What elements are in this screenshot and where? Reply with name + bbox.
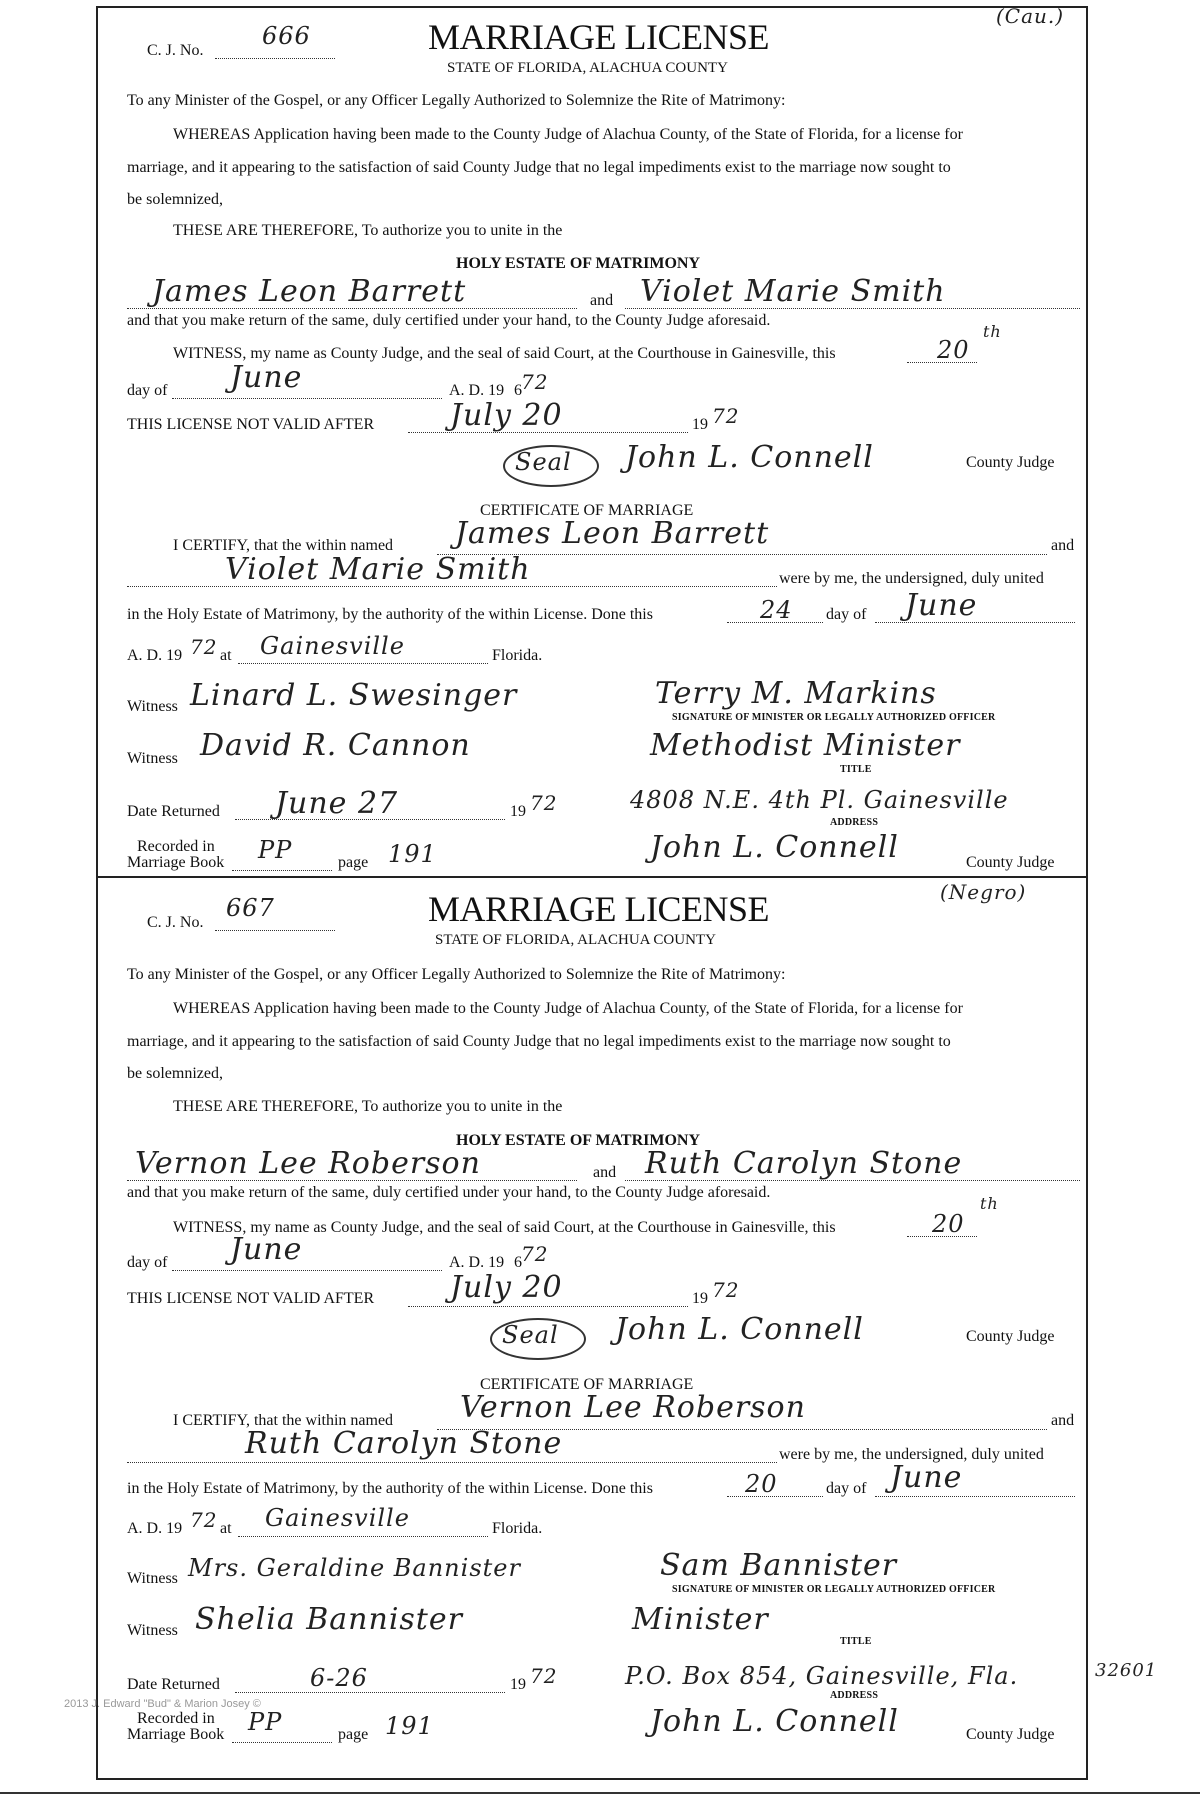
done-month: June [890,1460,963,1495]
page-number: 191 [385,1712,434,1740]
day-of-label: day of [127,382,168,399]
year-printed: 6 [514,1254,522,1271]
marriage-license-2 [0,874,1200,1784]
not-valid-year-label: 19 [692,1290,708,1307]
not-valid-label: THIS LICENSE NOT VALID AFTER [127,1290,375,1307]
return-line: and that you make return of the same, duly certified under your hand, to the County Judge aforesaid. [127,1184,771,1201]
officer-address: 4808 N.E. 4th Pl. Gainesville [630,786,1009,814]
officer-title: Minister [632,1602,769,1637]
whereas-line-2: marriage, and it appearing to the satisfaction of said County Judge that no legal impediments exist to the marriage now sought to [127,159,951,176]
officer-address: P.O. Box 854, Gainesville, Fla. [625,1662,1019,1690]
therefore-line: THESE ARE THEREFORE, To authorize you to unite in the [173,1098,563,1115]
done-day: 24 [760,596,793,624]
title-caption: TITLE [840,1636,872,1647]
whereas-line-3: be solemnized, [127,1065,223,1082]
ad2-year: 72 [190,635,218,659]
not-valid-year-label: 19 [692,416,708,433]
recorded-judge-signature: John L. Connell [650,1704,899,1739]
not-valid-year: 72 [712,404,740,428]
license-title: MARRIAGE LICENSE [428,17,769,57]
date-returned-year: 72 [530,1664,558,1688]
recorded-label-1: Recorded in [137,1710,215,1727]
page-bottom-edge [0,1792,1200,1794]
recorded-label-2: Marriage Book [127,854,225,871]
and-label: and [593,1164,617,1181]
witness2-signature: Shelia Bannister [195,1602,463,1637]
zip-note: 32601 [1095,1660,1158,1681]
address-caption: ADDRESS [830,817,879,828]
license-subtitle: STATE OF FLORIDA, ALACHUA COUNTY [447,60,728,76]
bride-name: Violet Marie Smith [640,274,946,309]
certify-label: I CERTIFY, that the within named [173,537,394,554]
not-valid-date: July 20 [450,398,563,433]
date-returned: June 27 [275,786,399,821]
officer-signature: Terry M. Markins [655,676,937,711]
not-valid-label: THIS LICENSE NOT VALID AFTER [127,416,375,433]
florida-label: Florida. [492,647,543,664]
officer-title: Methodist Minister [650,728,961,763]
done-month: June [905,588,978,623]
page-label: page [338,854,369,871]
date-returned-year: 72 [530,791,558,815]
at-label: at [220,1520,232,1537]
witness2-label: Witness [127,750,178,767]
year-written: 72 [521,370,549,394]
ad-label: A. D. 19 [449,1254,505,1271]
holy-estate-line: in the Holy Estate of Matrimony, by the authority of the within License. Done this [127,606,653,623]
marriage-place: Gainesville [260,632,405,660]
marriage-place: Gainesville [265,1504,410,1532]
witness-line: WITNESS, my name as County Judge, and the seal of said Court, at the Courthouse in Gainesville, this [173,1219,836,1236]
ad-label: A. D. 19 [449,382,505,399]
done-day-of: day of [826,1480,867,1497]
corner-note: (Negro) [940,880,1027,904]
seal-label: Seal [502,1321,559,1349]
page-label: page [338,1726,369,1743]
cert-bride-name: Ruth Carolyn Stone [245,1426,563,1461]
bride-name: Ruth Carolyn Stone [645,1146,963,1181]
florida-label: Florida. [492,1520,543,1537]
seal-label: Seal [515,448,572,476]
license-title: MARRIAGE LICENSE [428,889,769,929]
officer-caption: SIGNATURE OF MINISTER OR LEGALLY AUTHORIZED OFFICER [672,1584,996,1595]
witness-day: 20 [932,1210,965,1238]
county-judge-label: County Judge [966,1328,1055,1345]
groom-name: Vernon Lee Roberson [135,1146,481,1181]
marriage-license-1 [0,0,1200,876]
county-judge-label: County Judge [966,454,1055,471]
day-of-label: day of [127,1254,168,1271]
address-line: To any Minister of the Gospel, or any Officer Legally Authorized to Solemnize the Rite of Matrimony: [127,92,786,109]
not-valid-year: 72 [712,1278,740,1302]
corner-note: (Cau.) [996,4,1065,28]
witness1-signature: Mrs. Geraldine Bannister [188,1554,521,1582]
united-label: were by me, the undersigned, duly united [779,1446,1044,1463]
recorded-judge-signature: John L. Connell [650,830,899,865]
witness-day-suffix: th [980,1194,999,1213]
witness1-label: Witness [127,1570,178,1587]
recorded-label-1: Recorded in [137,838,215,855]
holy-estate-line: in the Holy Estate of Matrimony, by the authority of the within License. Done this [127,1480,653,1497]
year-written: 72 [521,1242,549,1266]
ad2-year: 72 [190,1508,218,1532]
at-label: at [220,647,232,664]
cert-and-label: and [1051,1412,1075,1429]
witness-day: 20 [937,336,970,364]
holy-estate-heading: HOLY ESTATE OF MATRIMONY [456,1132,701,1149]
copyright-notice: 2013 J. Edward "Bud" & Marion Josey © [64,1698,261,1710]
judge-signature: John L. Connell [615,1312,864,1347]
marriage-book: PP [248,1708,283,1736]
cj-label: C. J. No. [147,42,204,59]
witness-day-suffix: th [983,322,1002,341]
marriage-book: PP [258,836,293,864]
license-subtitle: STATE OF FLORIDA, ALACHUA COUNTY [435,932,716,948]
recorded-county-judge: County Judge [966,1726,1055,1743]
whereas-line-1: WHEREAS Application having been made to the County Judge of Alachua County, of the State of Florida, for a license for [173,126,963,143]
address-caption: ADDRESS [830,1690,879,1701]
certificate-title: CERTIFICATE OF MARRIAGE [480,502,694,519]
officer-signature: Sam Bannister [660,1548,898,1583]
whereas-line-3: be solemnized, [127,191,223,208]
judge-signature: John L. Connell [625,440,874,475]
therefore-line: THESE ARE THEREFORE, To authorize you to unite in the [173,222,563,239]
recorded-label-2: Marriage Book [127,1726,225,1743]
done-day: 20 [745,1470,778,1498]
cj-label: C. J. No. [147,914,204,931]
not-valid-date: July 20 [450,1270,563,1305]
groom-name: James Leon Barrett [152,274,467,309]
cert-bride-name: Violet Marie Smith [225,552,531,587]
done-day-of: day of [826,606,867,623]
license-month: June [230,1232,303,1267]
holy-estate-heading: HOLY ESTATE OF MATRIMONY [456,255,701,272]
date-returned-year-label: 19 [510,803,526,820]
year-printed: 6 [514,382,522,399]
recorded-county-judge: County Judge [966,854,1055,871]
officer-caption: SIGNATURE OF MINISTER OR LEGALLY AUTHORIZED OFFICER [672,712,996,723]
witness2-signature: David R. Cannon [200,728,471,763]
cert-and-label: and [1051,537,1075,554]
cj-number: 667 [226,894,275,922]
return-line: and that you make return of the same, duly certified under your hand, to the County Judge aforesaid. [127,312,771,329]
witness1-label: Witness [127,698,178,715]
page-number: 191 [388,840,437,868]
cj-number: 666 [262,22,311,50]
address-line: To any Minister of the Gospel, or any Officer Legally Authorized to Solemnize the Rite of Matrimony: [127,966,786,983]
ad2-label: A. D. 19 [127,1520,183,1537]
certificate-title: CERTIFICATE OF MARRIAGE [480,1376,694,1393]
title-caption: TITLE [840,764,872,775]
and-label: and [590,292,614,309]
whereas-line-2: marriage, and it appearing to the satisfaction of said County Judge that no legal impediments exist to the marriage now sought to [127,1033,951,1050]
cert-groom-name: James Leon Barrett [455,516,770,551]
ad2-label: A. D. 19 [127,647,183,664]
date-returned-label: Date Returned [127,803,220,820]
witness2-label: Witness [127,1622,178,1639]
cert-groom-name: Vernon Lee Roberson [460,1390,806,1425]
whereas-line-1: WHEREAS Application having been made to the County Judge of Alachua County, of the State of Florida, for a license for [173,1000,963,1017]
license-month: June [230,360,303,395]
witness1-signature: Linard L. Swesinger [190,678,518,713]
date-returned: 6-26 [310,1664,368,1692]
certify-label: I CERTIFY, that the within named [173,1412,394,1429]
witness-line: WITNESS, my name as County Judge, and the seal of said Court, at the Courthouse in Gainesville, this [173,345,836,362]
date-returned-label: Date Returned [127,1676,220,1693]
united-label: were by me, the undersigned, duly united [779,570,1044,587]
date-returned-year-label: 19 [510,1676,526,1693]
